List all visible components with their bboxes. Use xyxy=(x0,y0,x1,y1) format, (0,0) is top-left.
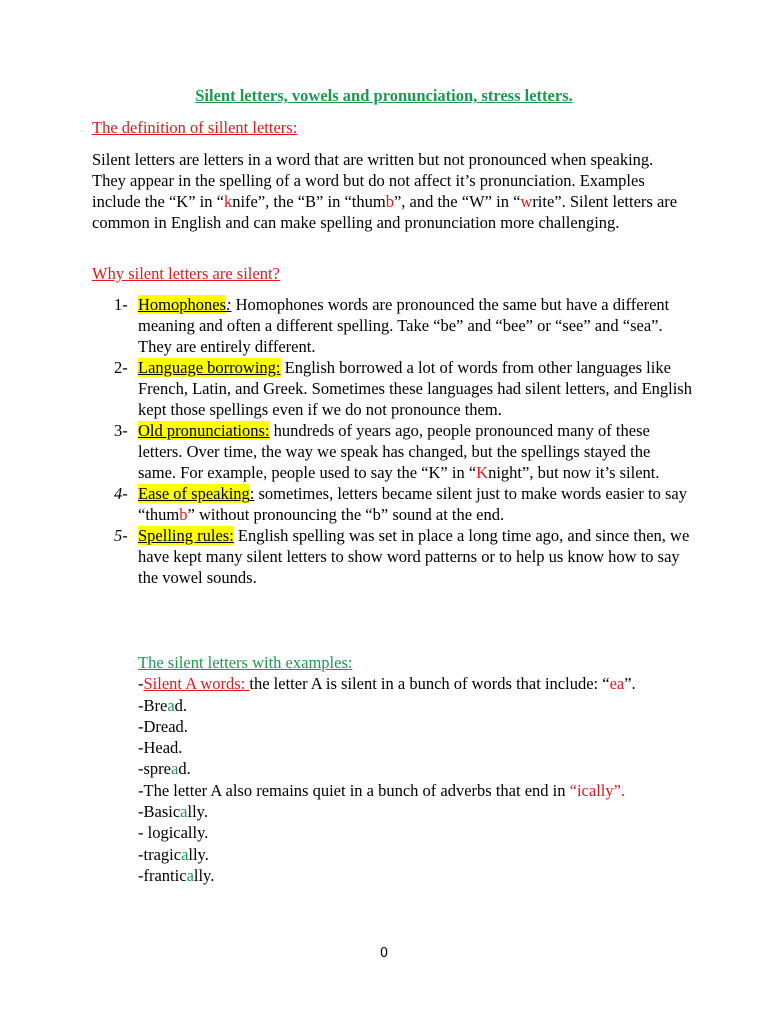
definition-text-1: Silent letters are letters in a word that are written but not pronounced when speaking. They appear in the spelling of a word but do not affect it’s pronunciation. Examples include the “K” in “ xyxy=(92,150,654,211)
list-text: night”, but now it’s silent. xyxy=(488,463,660,482)
silent-a-ea: ea xyxy=(609,674,625,694)
adverb-suffix: “ically”. xyxy=(569,780,626,800)
word-pre: -Dread. xyxy=(138,716,188,736)
word-post: lly. xyxy=(188,844,209,864)
silent-k: k xyxy=(223,192,233,211)
silent-letter: a xyxy=(180,802,188,822)
list-item xyxy=(92,294,692,357)
silent-a-line xyxy=(138,673,698,694)
example-word xyxy=(138,822,698,843)
list-text: ” without pronouncing the “b” sound at the end. xyxy=(187,505,505,524)
word-pre: -Bre xyxy=(138,695,168,715)
why-heading: Why silent letters are silent? xyxy=(92,264,280,283)
word-pre: -Basic xyxy=(138,802,181,822)
word-post: d. xyxy=(174,695,188,715)
list-number: 2- xyxy=(114,358,128,377)
word-pre: -spre xyxy=(138,759,171,779)
list-term: Ease of speaking xyxy=(138,484,250,503)
word-pre: - logically. xyxy=(138,823,209,843)
example-word xyxy=(138,758,698,779)
word-post: lly. xyxy=(187,802,208,822)
reasons-list xyxy=(92,294,692,588)
list-text: Homophones words are pronounced the same but have a different meaning and often a different spelling. Take “be” and “bee” or “see” and “sea”. They are entirely different. xyxy=(138,295,670,356)
word-pre: -frantic xyxy=(138,865,187,885)
example-word xyxy=(138,716,698,737)
silent-letter: a xyxy=(170,759,179,779)
list-item xyxy=(92,483,692,525)
adverb-line xyxy=(138,780,698,801)
list-term: Language borrowing: xyxy=(138,358,281,377)
adverb-text: -The letter A also remains quiet in a bunch of adverbs that end in xyxy=(138,780,570,800)
list-text: sometimes, letters became silent just to make words easier to say “thum xyxy=(138,484,687,524)
word-post: d. xyxy=(178,759,191,779)
list-term: Old pronunciations: xyxy=(138,421,270,440)
word-pre: -tragic xyxy=(138,844,182,864)
example-word xyxy=(138,695,698,716)
list-term: Spelling rules: xyxy=(138,526,234,545)
list-number: 5- xyxy=(114,526,128,545)
list-item xyxy=(92,525,692,588)
list-number: 3- xyxy=(114,421,128,440)
list-number: 1- xyxy=(114,295,128,314)
examples-heading: The silent letters with examples: xyxy=(138,653,353,672)
definition-paragraph xyxy=(92,149,682,233)
silent-w: w xyxy=(520,192,533,211)
definition-text-4: rite”. Silent letters are common in English and can make spelling and pronunciation more challenging. xyxy=(92,192,678,232)
list-number: 4- xyxy=(114,484,128,503)
silent-k-knight: K xyxy=(476,463,489,482)
silent-a-text: the letter A is silent in a bunch of words that include: “ xyxy=(249,674,610,694)
definition-text-3: ”, and the “W” in “ xyxy=(393,192,521,211)
silent-letter: a xyxy=(167,695,175,715)
word-post: lly. xyxy=(193,865,215,885)
quote-end: ”. xyxy=(624,674,636,694)
list-term: Homophones xyxy=(138,295,226,314)
example-word xyxy=(138,865,698,886)
silent-b-thumb: b xyxy=(179,505,188,524)
definition-text-2: nife”, the “B” in “thum xyxy=(232,192,386,211)
silent-letter: a xyxy=(181,844,189,864)
example-word xyxy=(138,844,698,865)
list-text: English spelling was set in place a long time ago, and since then, we have kept many silent letters to show word patterns or to help us know how to say the vowel sounds. xyxy=(138,526,690,587)
example-word xyxy=(138,801,698,822)
example-word xyxy=(138,737,698,758)
page-number: 0 xyxy=(379,946,389,961)
dash: - xyxy=(138,674,144,694)
list-item xyxy=(92,357,692,420)
term-colon: : xyxy=(226,295,232,314)
silent-letter: a xyxy=(186,865,194,885)
word-pre: -Head. xyxy=(138,738,183,758)
list-text: hundreds of years ago, people pronounced many of these letters. Over time, the way we speak has changed, but the spellings stayed the same. For example, people used to say the “K” in “ xyxy=(138,421,651,482)
definition-heading: The definition of sillent letters: xyxy=(92,118,298,137)
examples-section xyxy=(138,652,698,886)
list-item xyxy=(92,420,692,483)
term-colon: : xyxy=(249,484,255,503)
page-title: Silent letters, vowels and pronunciation, stress letters. xyxy=(195,86,573,105)
list-text: English borrowed a lot of words from other languages like French, Latin, and Greek. Sometimes these languages had silent letters, and English kept those spellings even if we do not pronounce them. xyxy=(138,358,692,419)
silent-b: b xyxy=(385,192,394,211)
silent-a-label: Silent A words: xyxy=(143,674,250,694)
